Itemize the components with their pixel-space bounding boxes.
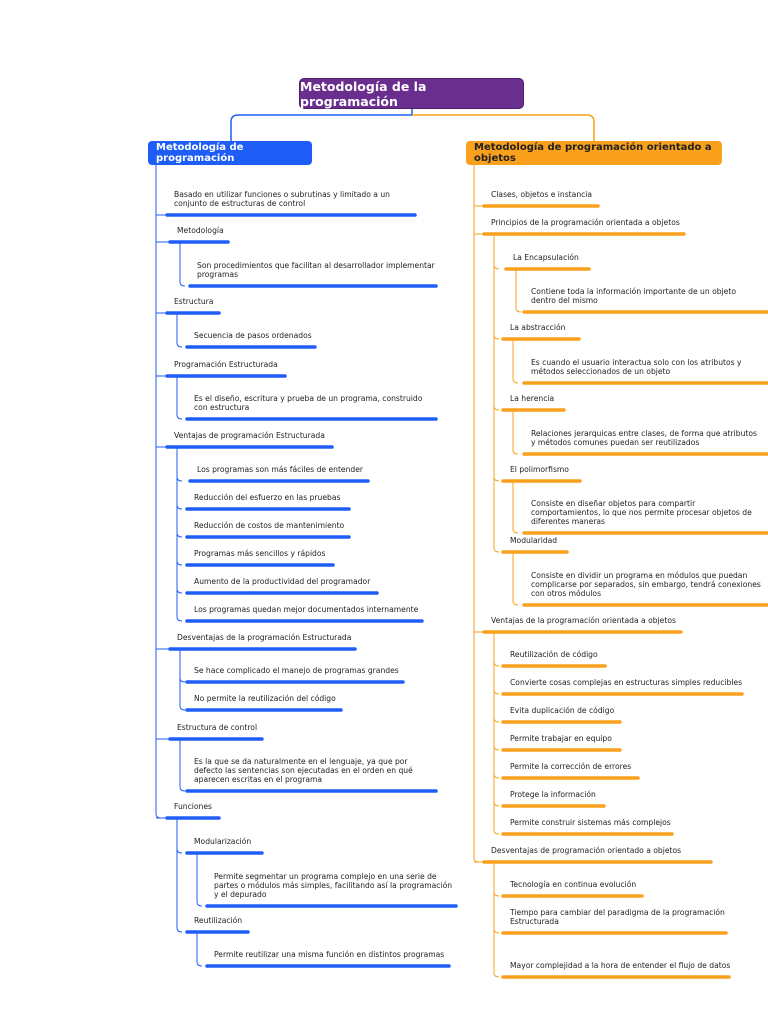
right-node-evita-duplicacion-de-codigo[interactable]: Evita duplicación de código xyxy=(510,706,615,715)
left-node-no-permite-la-reutilizacion-del-codigo[interactable]: No permite la reutilización del código xyxy=(194,694,336,703)
left-node-ventajas-de-programacion-estructurada[interactable]: Ventajas de programación Estructurada xyxy=(174,431,325,440)
right-node-tecnologia-en-continua-evolucion[interactable]: Tecnología en continua evolución xyxy=(510,880,637,889)
left-node-estructura-de-control[interactable]: Estructura de control xyxy=(177,723,258,732)
right-node-la-abstraccion[interactable]: La abstracción xyxy=(510,323,566,332)
left-node-metodologia[interactable]: Metodología xyxy=(177,226,224,235)
right-node-ventajas-de-la-programacion-orientada-a-[interactable]: Ventajas de la programación orientada a objetos xyxy=(491,616,676,625)
right-node-tiempo-para-cambiar-del-paradigma-de-la-[interactable]: Tiempo para cambiar del paradigma de la programación Estructurada xyxy=(510,908,725,926)
left-node-permite-reutilizar-una-misma-funcion-en-[interactable]: Permite reutilizar una misma función en distintos programas xyxy=(214,950,445,959)
left-node-reduccion-del-esfuerzo-en-las-pruebas[interactable]: Reducción del esfuerzo en las pruebas xyxy=(194,493,341,502)
right-node-modularidad[interactable]: Modularidad xyxy=(510,536,558,545)
left-node-los-programas-son-mas-faciles-de-entende[interactable]: Los programas son más fáciles de entender xyxy=(197,465,364,474)
left-node-desventajas-de-la-programacion-estructur[interactable]: Desventajas de la programación Estructurada xyxy=(177,633,352,642)
right-node-convierte-cosas-complejas-en-estructuras[interactable]: Convierte cosas complejas en estructuras simples reducibles xyxy=(510,678,743,687)
left-node-reutilizacion[interactable]: Reutilización xyxy=(194,916,243,925)
right-node-permite-la-correccion-de-errores[interactable]: Permite la corrección de errores xyxy=(510,762,632,771)
left-node-secuencia-de-pasos-ordenados[interactable]: Secuencia de pasos ordenados xyxy=(194,331,312,340)
main-node-structured[interactable]: Metodología de programación xyxy=(148,141,312,165)
left-node-son-procedimientos-que-facilitan-al-desa[interactable]: Son procedimientos que facilitan al desarrollador implementar programas xyxy=(197,261,435,279)
right-node-la-encapsulacion[interactable]: La Encapsulación xyxy=(513,253,579,262)
right-node-el-polimorfismo[interactable]: El polimorfismo xyxy=(510,465,569,474)
left-node-los-programas-quedan-mejor-documentados-[interactable]: Los programas quedan mejor documentados internamente xyxy=(194,605,419,614)
right-node-consiste-en-disenar-objetos-para-compart[interactable]: Consiste en diseñar objetos para compartir comportamientos, lo que nos permite procesar objetos de diferentes maneras xyxy=(531,499,752,526)
left-node-reduccion-de-costos-de-mantenimiento[interactable]: Reducción de costos de mantenimiento xyxy=(194,521,345,530)
right-node-relaciones-jerarquicas-entre-clases-de-f[interactable]: Relaciones jerarquicas entre clases, de forma que atributos y métodos comunes puedan ser reutilizados xyxy=(531,429,757,447)
right-node-desventajas-de-programacion-orientado-a-[interactable]: Desventajas de programación orientado a objetos xyxy=(491,846,682,855)
left-node-modularizacion[interactable]: Modularización xyxy=(194,837,252,846)
right-node-mayor-complejidad-a-la-hora-de-entender-[interactable]: Mayor complejidad a la hora de entender el flujo de datos xyxy=(510,961,731,970)
right-node-protege-la-informacion[interactable]: Protege la información xyxy=(510,790,596,799)
left-node-funciones[interactable]: Funciones xyxy=(174,802,212,811)
left-node-programacion-estructurada[interactable]: Programación Estructurada xyxy=(174,360,278,369)
right-node-la-herencia[interactable]: La herencia xyxy=(510,394,555,403)
main-node-oop[interactable]: Metodología de programación orientado a objetos xyxy=(466,141,722,165)
left-node-estructura[interactable]: Estructura xyxy=(174,297,214,306)
left-node-es-el-diseno-escritura-y-prueba-de-un-pr[interactable]: Es el diseño, escritura y prueba de un programa, construido con estructura xyxy=(194,394,423,412)
left-node-se-hace-complicado-el-manejo-de-programa[interactable]: Se hace complicado el manejo de programas grandes xyxy=(194,666,399,675)
left-node-programas-mas-sencillos-y-rapidos[interactable]: Programas más sencillos y rápidos xyxy=(194,549,326,558)
right-node-contiene-toda-la-informacion-importante-[interactable]: Contiene toda la información importante de un objeto dentro del mismo xyxy=(531,287,736,305)
right-node-es-cuando-el-usuario-interactua-solo-con[interactable]: Es cuando el usuario interactua solo con los atributos y métodos seleccionados de un objeto xyxy=(531,358,742,376)
left-node-basado-en-utilizar-funciones-o-subrutina[interactable]: Basado en utilizar funciones o subrutinas y limitado a un conjunto de estructuras de control xyxy=(174,190,390,208)
right-node-permite-construir-sistemas-mas-complejos[interactable]: Permite construir sistemas más complejos xyxy=(510,818,671,827)
right-node-reutilizacion-de-codigo[interactable]: Reutilización de código xyxy=(510,650,598,659)
right-node-clases-objetos-e-instancia[interactable]: Clases, objetos e instancia xyxy=(491,190,593,199)
right-node-principios-de-la-programacion-orientada-[interactable]: Principios de la programación orientada a objetos xyxy=(491,218,680,227)
right-node-consiste-en-dividir-un-programa-en-modul[interactable]: Consiste en dividir un programa en módulos que puedan complicarse por separados, sin embargo, tendrá conexiones con otros módulos xyxy=(531,571,761,598)
left-node-aumento-de-la-productividad-del-programa[interactable]: Aumento de la productividad del programador xyxy=(194,577,371,586)
root-node[interactable]: Metodología de la programación xyxy=(299,78,524,109)
left-node-es-la-que-se-da-naturalmente-en-el-lengu[interactable]: Es la que se da naturalmente en el lenguaje, ya que por defecto las sentencias son ejecutadas en el orden en qué aparecen escritas en el programa xyxy=(194,757,413,784)
left-node-permite-segmentar-un-programa-complejo-e[interactable]: Permite segmentar un programa complejo en una serie de partes o módulos más simples, facilitando así la programación y el depurado xyxy=(214,872,453,899)
right-node-permite-trabajar-en-equipo[interactable]: Permite trabajar en equipo xyxy=(510,734,612,743)
